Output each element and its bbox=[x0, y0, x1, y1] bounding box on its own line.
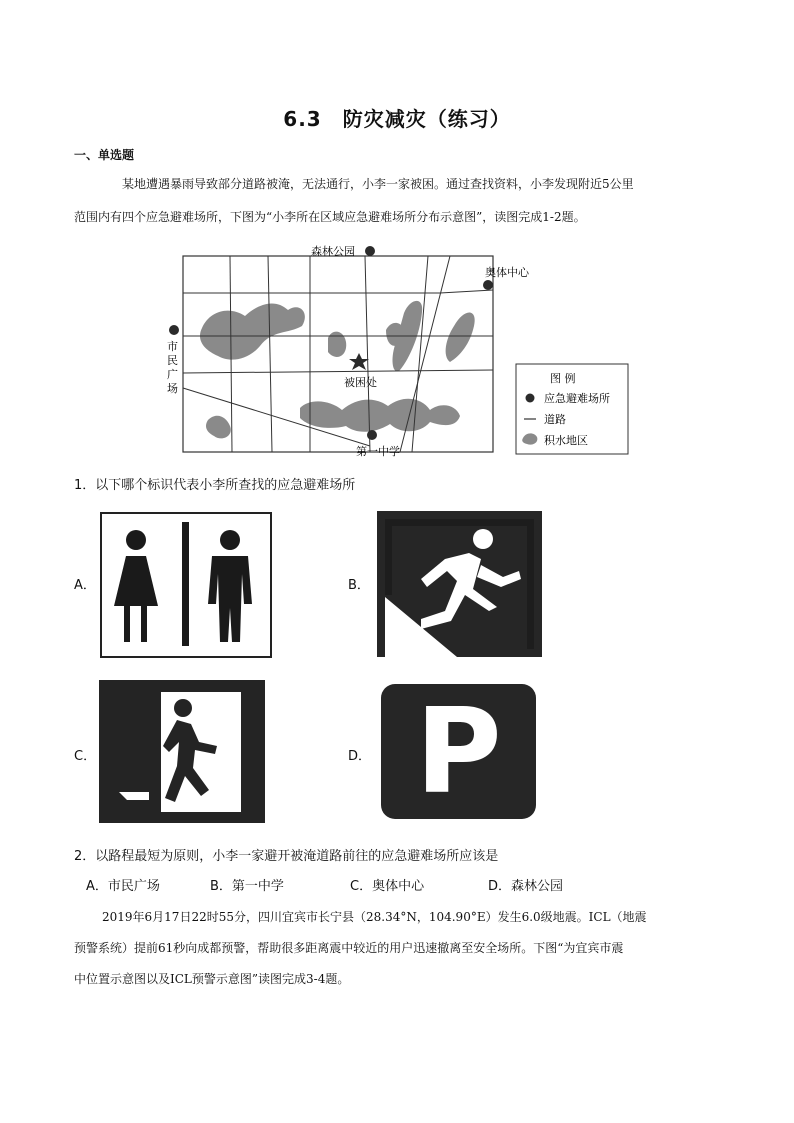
option-a-letter: A． bbox=[74, 578, 96, 593]
option-c-letter: C． bbox=[74, 749, 97, 764]
question-1: 1．以下哪个标识代表小李所查找的应急避难场所 bbox=[74, 478, 356, 493]
intro-paragraph bbox=[74, 168, 724, 234]
emergency-exit-sign-icon[interactable] bbox=[99, 680, 265, 823]
shelter-citizen-square bbox=[169, 325, 179, 335]
label-citizen-square bbox=[167, 340, 178, 395]
restroom-sign-icon[interactable] bbox=[100, 512, 272, 658]
choice-d[interactable]: D．森林公园 bbox=[488, 879, 564, 894]
earthquake-line-2: 预警系统）提前61秒向成都预警，帮助很多距离震中较近的用户迅速撤离至安全场所。下图“为宜宾市震 bbox=[74, 941, 624, 955]
option-b-letter: B． bbox=[348, 578, 370, 593]
label-citizen-square-c4: 场 bbox=[167, 382, 178, 395]
shelter-forest-park bbox=[365, 246, 375, 256]
running-person-sign-icon[interactable] bbox=[377, 511, 542, 657]
shelter-distribution-map bbox=[160, 238, 640, 460]
water-area-southwest bbox=[206, 416, 231, 439]
shelter-olympic-center bbox=[483, 280, 493, 290]
legend-road-label: 道路 bbox=[544, 413, 566, 426]
parking-letter: P bbox=[415, 682, 502, 820]
intro-line-1: 某地遭遇暴雨导致部分道路被淹，无法通行，小李一家被困。通过查找资料，小李发现附近5公里 bbox=[122, 177, 634, 191]
legend-shelter-label: 应急避难场所 bbox=[544, 392, 610, 405]
water-area-east bbox=[446, 313, 475, 363]
legend-title: 图 例 bbox=[550, 372, 576, 385]
trapped-point-star-icon bbox=[349, 353, 369, 370]
label-citizen-square-c1: 市 bbox=[167, 340, 178, 353]
question-2: 2．以路程最短为原则，小李一家避开被淹道路前往的应急避难场所应该是 bbox=[74, 849, 499, 864]
section-heading: 一、单选题 bbox=[74, 148, 135, 162]
legend-water-label: 积水地区 bbox=[544, 434, 588, 447]
shelter-first-school bbox=[367, 430, 377, 440]
earthquake-paragraph bbox=[74, 902, 724, 995]
earthquake-line-3: 中位置示意图以及ICL预警示意图”读图完成3-4题。 bbox=[74, 972, 350, 986]
label-citizen-square-c2: 民 bbox=[167, 354, 178, 367]
label-olympic-center: 奥体中心 bbox=[485, 266, 529, 279]
water-area-center-small bbox=[328, 332, 346, 357]
label-citizen-square-c3: 广 bbox=[167, 368, 178, 381]
choice-b[interactable]: B．第一中学 bbox=[210, 879, 284, 894]
question-2-choices bbox=[86, 875, 563, 894]
label-trapped-point: 被困处 bbox=[344, 376, 377, 389]
option-d-letter: D． bbox=[348, 749, 372, 764]
intro-line-2: 范围内有四个应急避难场所，下图为“小李所在区域应急避难场所分布示意图”，读图完成1-2题。 bbox=[74, 210, 586, 224]
page-title: 6.3 防灾减灾（练习） bbox=[283, 107, 511, 131]
choice-a[interactable]: A．市民广场 bbox=[86, 879, 160, 894]
parking-sign-icon[interactable] bbox=[377, 680, 540, 823]
label-first-school: 第一中学 bbox=[356, 445, 400, 458]
choice-c[interactable]: C．奥体中心 bbox=[350, 879, 425, 894]
water-area-west bbox=[200, 303, 305, 359]
map-legend bbox=[516, 364, 628, 454]
legend-shelter-icon bbox=[526, 394, 535, 403]
water-area-south bbox=[300, 399, 460, 432]
earthquake-line-1: 2019年6月17日22时55分，四川宜宾市长宁县（28.34°N，104.90°E）发生6.0级地震。ICL（地震 bbox=[102, 910, 647, 924]
label-forest-park: 森林公园 bbox=[311, 245, 355, 258]
